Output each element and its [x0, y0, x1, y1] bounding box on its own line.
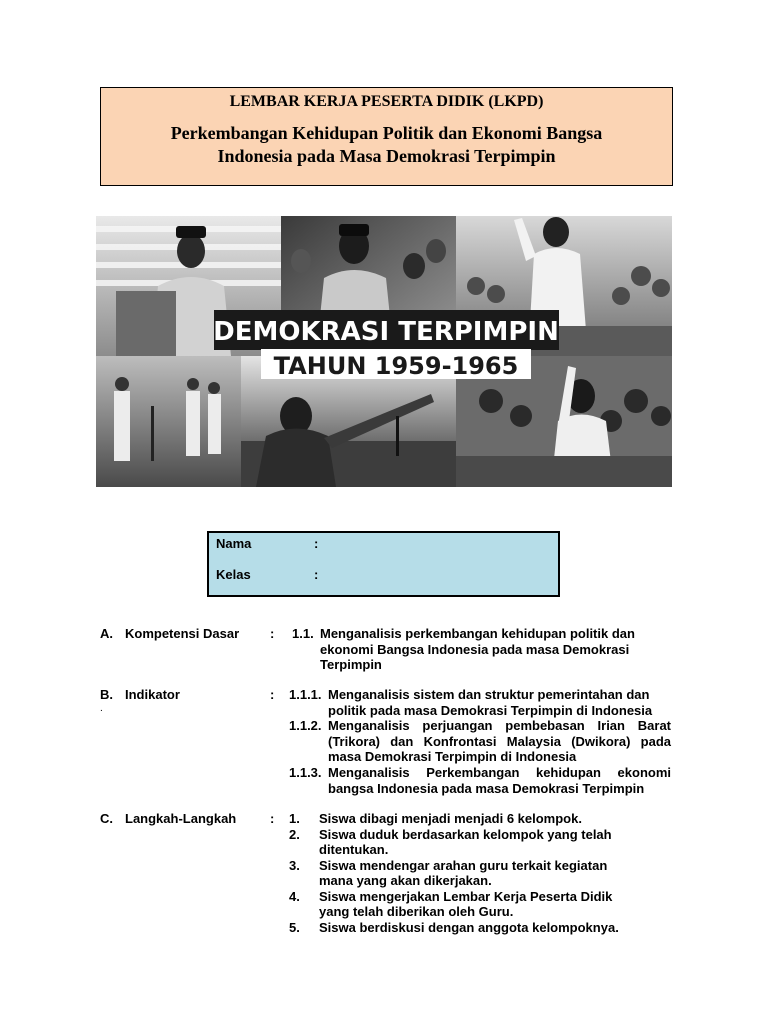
- indikator-line: politik pada masa Demokrasi Terpimpin di Indonesia: [328, 702, 653, 718]
- indikator-line: Menganalisis perjuangan pembebasan Irian Barat: [328, 718, 671, 733]
- langkah-line: Siswa mendengar arahan guru terkait kegiatan: [319, 857, 608, 873]
- section-c-colon: :: [270, 811, 275, 826]
- indikator-text: [328, 687, 671, 718]
- indikator-line: (Trikora) dan Konfrontasi Malaysia (Dwikora) pada: [328, 733, 671, 749]
- indikator-text: [328, 718, 671, 765]
- lkpd-header-box: [100, 87, 673, 186]
- section-b-colon: :: [270, 687, 275, 702]
- langkah-text: [319, 920, 669, 936]
- langkah-line: Siswa dibagi menjadi menjadi 6 kelompok.: [319, 811, 582, 826]
- class-label: Kelas: [216, 567, 251, 582]
- kd-line: ekonomi Bangsa Indonesia pada masa Demokrasi: [320, 641, 630, 657]
- kd-text: [320, 626, 670, 673]
- langkah-text: [319, 827, 669, 858]
- indikator-text: [328, 765, 671, 796]
- name-label: Nama: [216, 536, 252, 551]
- langkah-number: 1.: [289, 811, 300, 826]
- langkah-line: Siswa duduk berdasarkan kelompok yang telah: [319, 826, 612, 842]
- langkah-text: [319, 858, 669, 889]
- topic-title: [101, 122, 672, 168]
- name-row: [216, 536, 319, 552]
- cover-title-line-2: TAHUN 1959-1965: [273, 352, 519, 380]
- section-c-letter: C.: [100, 811, 113, 826]
- indikator-line: Menganalisis sistem dan struktur pemerintahan dan: [328, 687, 650, 702]
- section-b-stray-dot: .: [100, 703, 103, 714]
- topic-title-line-1: Perkembangan Kehidupan Politik dan Ekonomi Bangsa: [170, 123, 603, 143]
- section-b-label: Indikator: [125, 687, 180, 702]
- indikator-number: 1.1.2.: [289, 718, 322, 733]
- class-row: [216, 567, 319, 583]
- langkah-line: mana yang akan dikerjakan.: [319, 873, 492, 888]
- kd-line: Terpimpin: [320, 657, 382, 672]
- student-identity-box: [207, 531, 560, 597]
- langkah-line: yang telah diberikan oleh Guru.: [319, 904, 514, 919]
- langkah-text: [319, 889, 669, 920]
- langkah-line: Siswa mengerjakan Lembar Kerja Peserta Didik: [319, 888, 613, 904]
- indikator-number: 1.1.1.: [289, 687, 322, 702]
- langkah-number: 3.: [289, 857, 300, 873]
- langkah-number: 5.: [289, 919, 300, 935]
- indikator-line: bangsa Indonesia pada masa Demokrasi Terpimpin: [328, 780, 645, 796]
- indikator-line: masa Demokrasi Terpimpin di Indonesia: [328, 749, 577, 764]
- section-c-label: Langkah-Langkah: [125, 811, 237, 826]
- kd-line: Menganalisis perkembangan kehidupan politik dan: [320, 626, 635, 641]
- indikator-number: 1.1.3.: [289, 765, 322, 780]
- langkah-line: ditentukan.: [319, 842, 389, 857]
- class-colon: :: [314, 567, 319, 582]
- langkah-text: [319, 811, 669, 827]
- langkah-number: 2.: [289, 826, 300, 842]
- indikator-line: Menganalisis Perkembangan kehidupan ekonomi: [328, 765, 671, 780]
- langkah-line: Siswa berdiskusi dengan anggota kelompoknya.: [319, 919, 619, 935]
- topic-title-line-2: Indonesia pada Masa Demokrasi Terpimpin: [217, 146, 556, 166]
- langkah-number: 4.: [289, 888, 300, 904]
- kd-number: 1.1.: [292, 626, 314, 641]
- cover-photo-collage: [96, 216, 672, 487]
- section-a-label: Kompetensi Dasar: [125, 626, 240, 641]
- section-a-letter: A.: [100, 626, 113, 641]
- name-colon: :: [314, 536, 319, 551]
- lkpd-title: LEMBAR KERJA PESERTA DIDIK (LKPD): [229, 93, 544, 110]
- cover-title-line-1: DEMOKRASI TERPIMPIN: [213, 317, 559, 347]
- collage-illustration: [96, 216, 672, 487]
- section-b-letter: B.: [100, 687, 113, 702]
- section-a-colon: :: [270, 626, 275, 641]
